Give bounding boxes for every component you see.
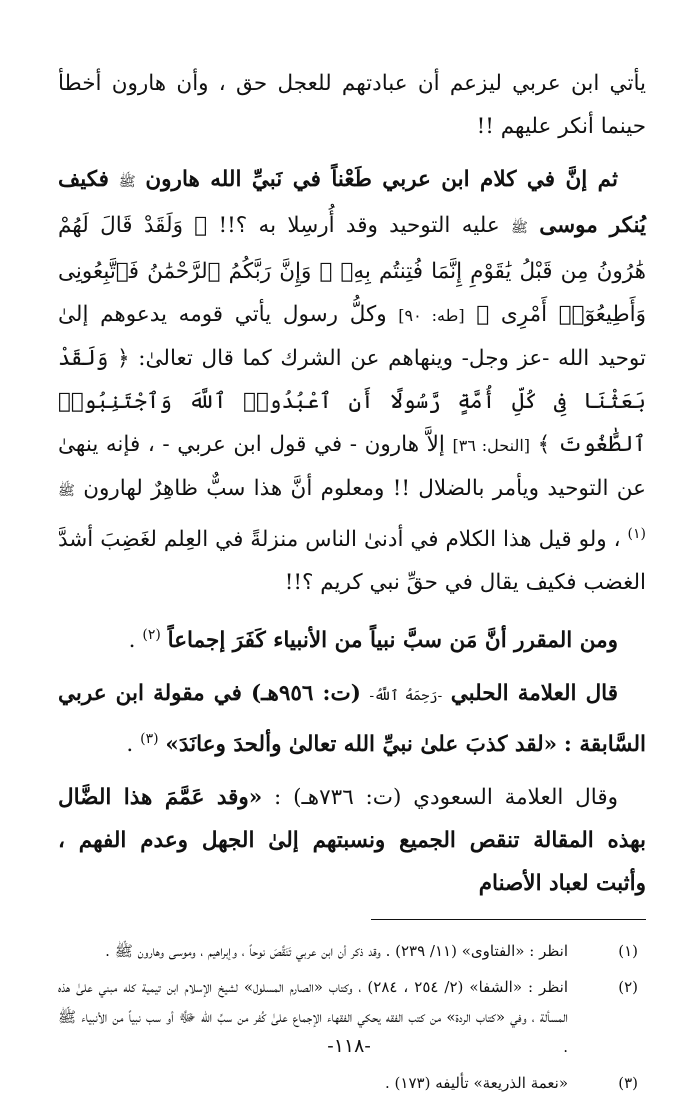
footnote-divider (371, 919, 646, 920)
paragraph-2-question: فكيف يُنكر موسى (58, 167, 646, 238)
footnotes (58, 936, 646, 1098)
verse-reference-taha: [طه: ٩٠] (398, 306, 465, 325)
footnote-1 (58, 936, 646, 966)
paragraph-4-tail: . (126, 732, 134, 758)
paragraph-2-text-b: وكلُّ رسول يأتي قومه يدعوهم إلىٰ توحيد الله -عز وجل- وينهاهم عن الشرك كما قال تعالىٰ: (58, 302, 646, 371)
footnote-text (58, 1068, 568, 1098)
footnote-marker-1[interactable]: (١) (627, 526, 646, 542)
paragraph-2-text-a: عليه التوحيد وقد أُرسِلا به ؟!! (207, 213, 500, 238)
footnote-marker-2[interactable]: (٢) (142, 627, 161, 644)
paragraph-4-date: (ت: ٩٥٦هـ) في مقولة ابن عربي السَّابقة : (58, 681, 646, 758)
paragraph-2-text-c: إلاَّ هارون - في قول ابن عربي - ، فإنه ينهىٰ عن التوحيد ويأمر بالضلال !! ومعلوم أنَّ هذا سبٌّ ظاهِرٌ لهارون (58, 432, 646, 501)
salutation-symbol: ﷺ (58, 483, 75, 499)
main-text (58, 62, 646, 905)
paragraph-4-quote: «لقد كذبَ علىٰ نبيِّ الله تعالىٰ وألحدَ وعانَدَ» (165, 732, 558, 758)
footnote-number: (٢) (618, 978, 638, 997)
footnote-2-mid: أو سب نبياً من الأنبياء (81, 1008, 174, 1027)
paragraph-4 (58, 672, 646, 766)
paragraph-2 (58, 158, 646, 604)
paragraph-3 (58, 614, 646, 662)
footnote-1-text: انظر : «الفتاوى» (١١/ ٢٣٩) . وقد ذكر أن ابن عربي تَنَقَّصَ نوحاً ، وإبراهيم ، وموسى وهارون (137, 942, 568, 961)
footnote-number: (٣) (618, 1074, 638, 1093)
salutation-symbol: ﷻ (178, 1008, 196, 1027)
paragraph-2-text-d: ، ولو قيل هذا الكلام في أدنىٰ الناس منزلةً في العِلم لغَضِبَ أشدَّ الغضب فكيف يقال في حقِّ نبي كريم ؟!! (58, 527, 646, 596)
paragraph-3-text: ومن المقرر أنَّ مَن سبَّ نبياً من الأنبياء كَفَرَ إجماعاً (167, 628, 618, 654)
paragraph-5-lead: وقال العلامة السعودي (ت: ٧٣٦هـ) : (262, 785, 619, 811)
page-number: -١١٨- (327, 1035, 371, 1057)
quran-verse-taha: ﴿ وَلَقَدْ قَالَ لَهُمْ هَٰرُونُ مِن قَبْلُ يَٰقَوْمِ إِنَّمَا فُتِنتُم بِهِۦ ۖ وَإِنَّ رَبَّكُمُ ٱلرَّحْمَٰنُ فَٱتَّبِعُونِى وَأَطِيعُوٓا۟ أَمْرِى ﴾ (58, 213, 646, 327)
footnote-marker-3[interactable]: (٣) (140, 731, 159, 748)
paragraph-4-lead: قال العلامة الحلبي (450, 681, 619, 707)
quran-verse-nahl: ﴿ وَلَقَدْ بَعَثْنَا فِى كُلِّ أُمَّةٍ رَّسُولًا أَنِ ٱعْبُدُوا۟ ٱللَّهَ وَٱجْتَنِبُوا۟ ٱلطَّٰغُوتَ ﴾ (58, 346, 647, 457)
rahimahullah-honorific: -رَحِمَهُ ٱللَّهُ- (369, 688, 443, 705)
salutation-symbol: ﷺ (58, 1008, 77, 1027)
paragraph-5-quote: «وقد عَمَّمَ هذا الضَّال بهذه المقالة تنقص الجميع ونسبتهم إلىٰ الجهل وعدم الفهم ، وأثبت لعباد الأصنام (58, 785, 646, 897)
footnote-number: (١) (618, 942, 638, 961)
footnote-2-text: انظر : «الشفا» (٢/ ٢٥٤ ، ٢٨٤) ، وكتاب «الصارم المسلول» لشيخ الإسلام ابن تيمية كله مبني علىٰ هذه المسألة ، وفي «كتاب الردة» من كتب الفقه يحكي الفقهاء الإجماع علىٰ كُفر من سبَّ الله (58, 978, 568, 1027)
paragraph-2-lead: ثم إنَّ في كلام ابن عربي طَعْناً في نَبيِّ الله هارون (145, 167, 618, 192)
footnote-2-tail: . (563, 1038, 568, 1057)
paragraph-3-tail: . (128, 628, 136, 654)
paragraph-5 (58, 776, 646, 905)
page-content (58, 62, 646, 1104)
salutation-symbol: ﷺ (118, 174, 136, 190)
salutation-symbol: ﷺ (114, 942, 133, 961)
verse-reference-nahl: [النحل: ٣٦] (452, 436, 531, 455)
footnote-text (58, 936, 568, 966)
footnote-3 (58, 1068, 646, 1098)
footnote-3-text: «نعمة الذريعة» تأليفه (١٧٣) . (385, 1074, 568, 1093)
footnote-1-tail: . (105, 942, 110, 961)
salutation-symbol: ﷺ (510, 220, 528, 236)
paragraph-1-text: يأتي ابن عربي ليزعم أن عبادتهم للعجل حق ، وأن هارون أخطأ حينما أنكر عليهم !! (58, 71, 646, 139)
paragraph-1 (58, 62, 646, 148)
